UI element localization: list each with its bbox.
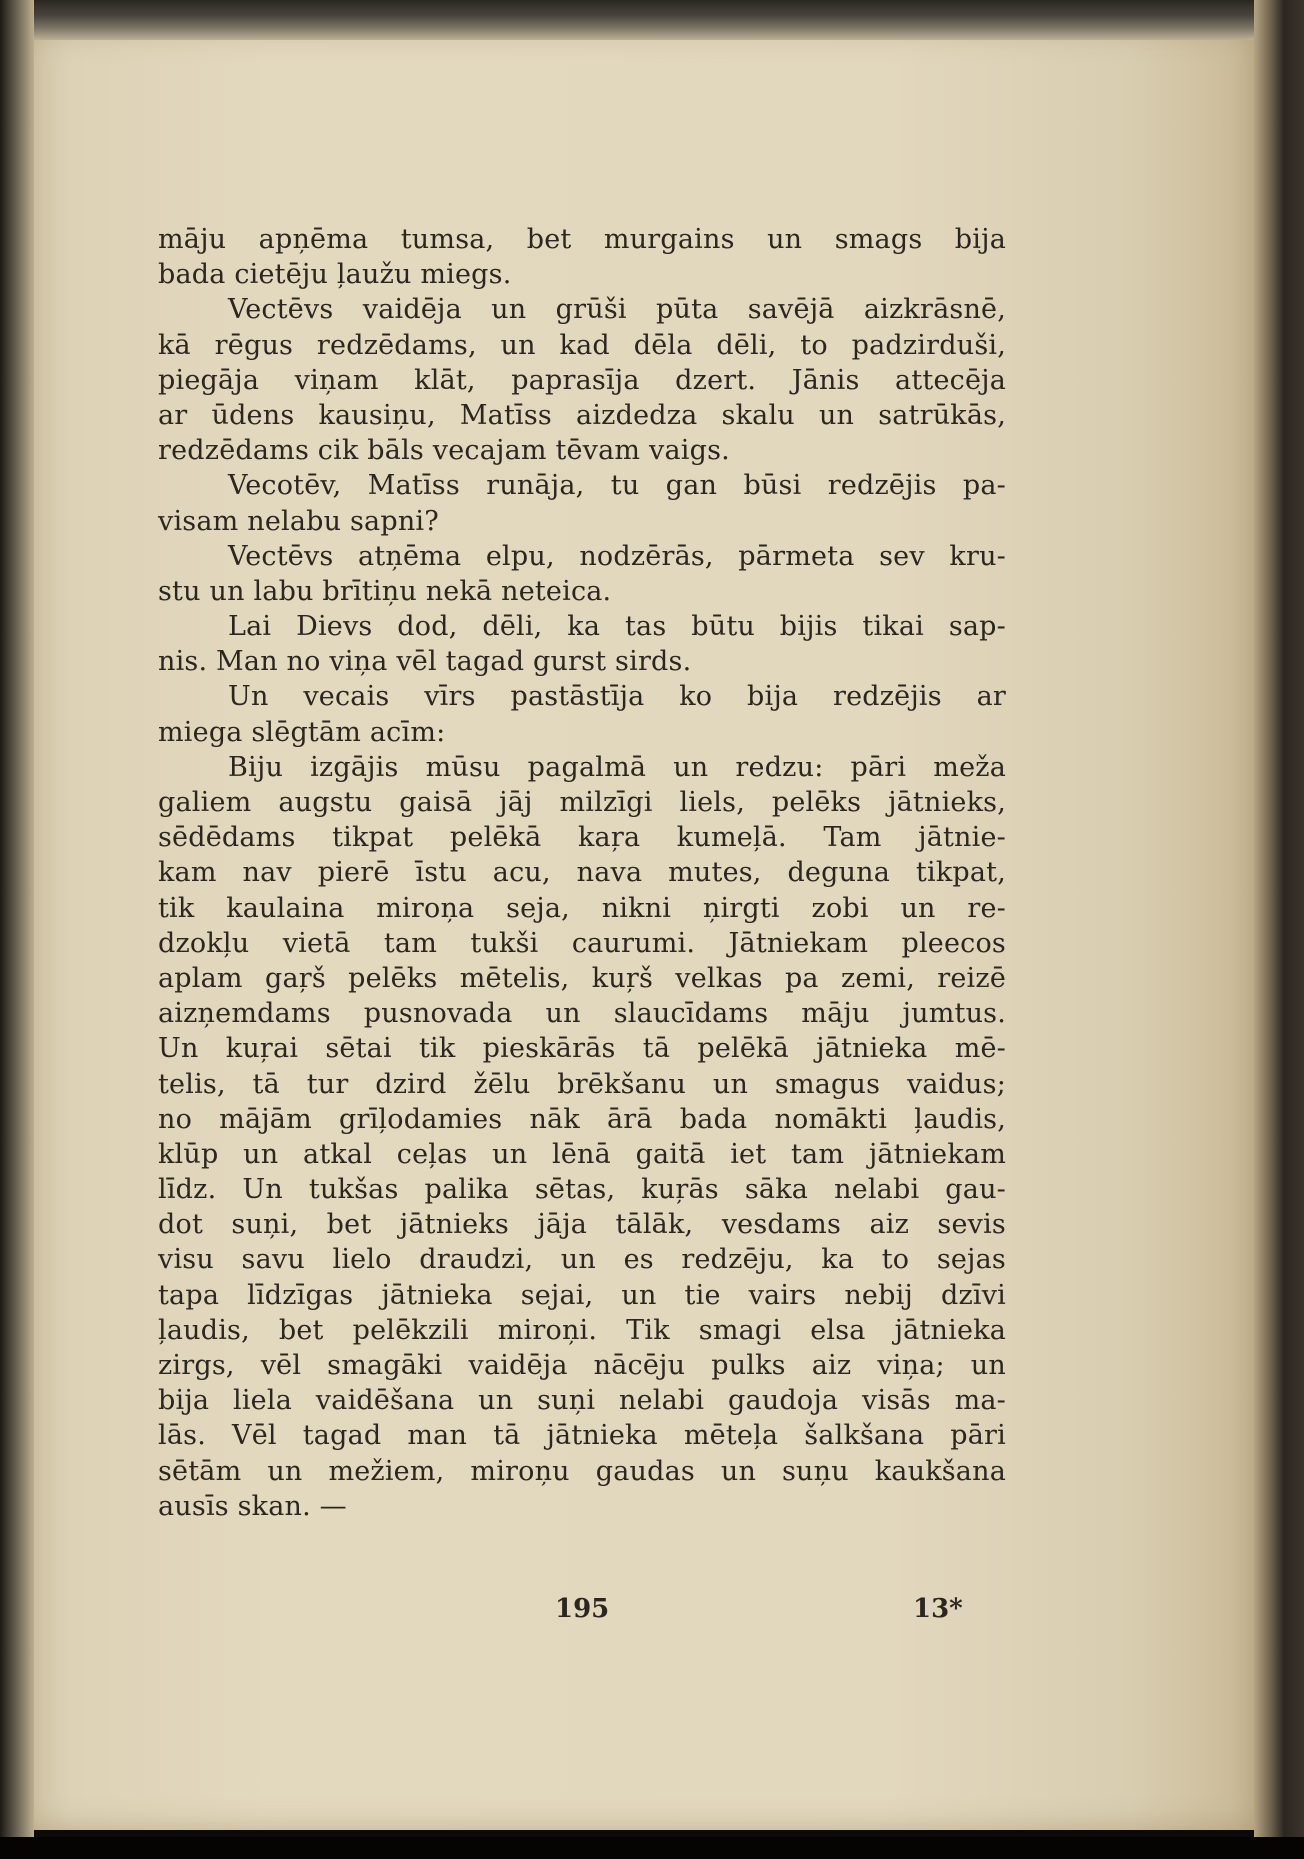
body-text	[158, 222, 1006, 1524]
text-line: dzokļu vietā tam tukši caurumi. Jātniekam pleecos	[158, 927, 1006, 959]
text-line: zirgs, vēl smagāki vaidēja nācēju pulks aiz viņa; un	[158, 1350, 1006, 1381]
text-line: sētām un mežiem, miroņu gaudas un suņu kaukšana	[158, 1455, 1006, 1487]
text-line: Vecotēv, Matīss runāja, tu gan būsi redzējis pa-	[228, 470, 1006, 502]
text-line: piegāja viņam klāt, paprasīja dzert. Jānis attecēja	[158, 364, 1006, 396]
text-line: telis, tā tur dzird žēlu brēkšanu un smagus vaidus;	[158, 1068, 1006, 1100]
top-binding-edge	[0, 0, 1304, 40]
text-line: Vectēvs atņēma elpu, nodzērās, pārmeta sev kru-	[228, 540, 1006, 572]
text-line: miega slēgtām acīm:	[158, 716, 446, 748]
text-line: tapa līdzīgas jātnieka sejai, un tie vairs nebij dzīvi	[158, 1279, 1006, 1311]
text-line: Vectēvs vaidēja un grūši pūta savējā aizkrāsnē,	[228, 294, 1006, 326]
text-line: visu savu lielo draudzi, un es redzēju, ka to sejas	[158, 1244, 1006, 1276]
text-line: ar ūdens kausiņu, Matīss aizdedza skalu un satrūkās,	[158, 399, 1006, 431]
text-line: māju apņēma tumsa, bet murgains un smags bija	[158, 224, 1006, 255]
signature-mark: 13*	[913, 1594, 963, 1624]
text-line: redzēdams cik bāls vecajam tēvam vaigs.	[158, 435, 730, 467]
text-line: bija liela vaidēšana un suņi nelabi gaudoja visās ma-	[158, 1385, 1006, 1417]
right-book-spine	[1254, 0, 1304, 1859]
text-line: kam nav pierē īstu acu, nava mutes, deguna tikpat,	[158, 857, 1006, 889]
text-line: Lai Dievs dod, dēli, ka tas būtu bijis tikai sap-	[228, 611, 1006, 643]
text-line: ausīs skan. —	[158, 1490, 347, 1522]
text-line: Un vecais vīrs pastāstīja ko bija redzējis ar	[228, 681, 1006, 713]
text-line: stu un labu brītiņu nekā neteica.	[158, 575, 612, 607]
text-line: aplam gaŗš pelēks mētelis, kuŗš velkas pa zemi, reizē	[158, 962, 1006, 994]
text-line: bada cietēju ļaužu miegs.	[158, 259, 512, 291]
text-line: Un kuŗai sētai tik pieskārās tā pelēkā jātnieka mē-	[158, 1033, 1006, 1065]
text-line: ļaudis, bet pelēkzili miroņi. Tik smagi elsa jātnieka	[158, 1314, 1006, 1346]
text-line: Biju izgājis mūsu pagalmā un redzu: pāri meža	[228, 751, 1006, 783]
text-line: dot suņi, bet jātnieks jāja tālāk, vesdams aiz sevis	[158, 1209, 1006, 1241]
text-line: visam nelabu sapni?	[158, 505, 439, 537]
text-line: nis. Man no viņa vēl tagad gurst sirds.	[158, 646, 692, 678]
bottom-edge	[0, 1837, 1304, 1859]
text-line: galiem augstu gaisā jāj milzīgi liels, pelēks jātnieks,	[158, 787, 1006, 818]
text-line: no mājām grīļodamies nāk ārā bada nomākti ļaudis,	[158, 1103, 1006, 1135]
text-line: līdz. Un tukšas palika sētas, kuŗās sāka nelabi gau-	[158, 1174, 1006, 1206]
left-page-edge	[0, 0, 34, 1859]
text-line: klūp un atkal ceļas un lēnā gaitā iet tam jātniekam	[158, 1138, 1006, 1170]
text-line: aizņemdams pusnovada un slaucīdams māju jumtus.	[158, 998, 1006, 1030]
page-number: 195	[555, 1594, 610, 1624]
text-line: sēdēdams tikpat pelēkā kaŗa kumeļā. Tam jātnie-	[158, 822, 1006, 854]
text-line: lās. Vēl tagad man tā jātnieka mēteļa šalkšana pāri	[158, 1420, 1006, 1452]
text-line: kā rēgus redzēdams, un kad dēla dēli, to padzirduši,	[158, 329, 1006, 361]
text-line: tik kaulaina miroņa seja, nikni ņirgti zobi un re-	[158, 892, 1006, 924]
